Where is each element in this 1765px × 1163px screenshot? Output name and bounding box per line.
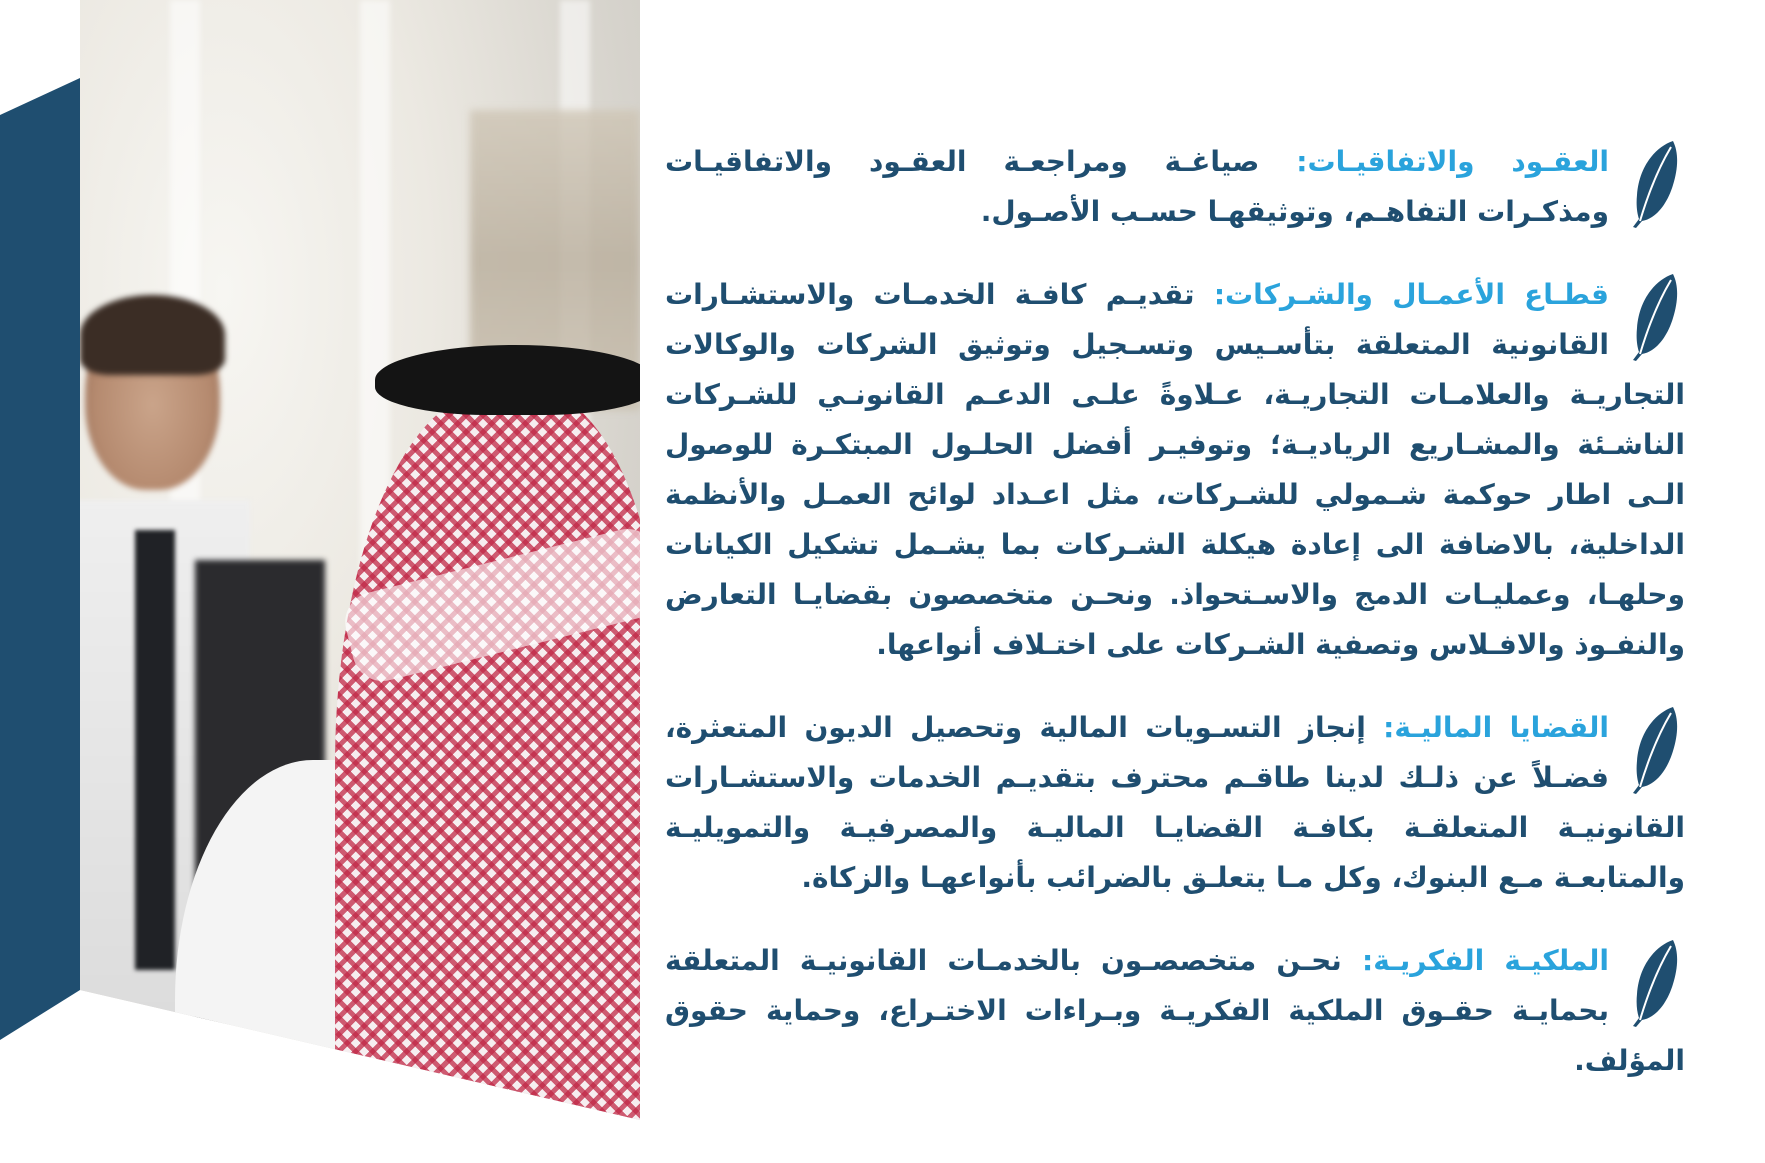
feather-icon-svg	[1625, 703, 1685, 795]
man-hair	[80, 295, 225, 375]
businessmen-meeting-photo	[0, 0, 640, 1163]
red-shemagh	[335, 390, 640, 1163]
service-term: قطـاع الأعمـال والشـركات:	[1213, 278, 1609, 311]
feather-icon	[1625, 270, 1685, 370]
service-item-ip	[665, 936, 1685, 1086]
service-term: الملكيـة الفكريـة:	[1362, 944, 1609, 977]
service-term: القضايا الماليـة:	[1383, 711, 1610, 744]
service-paragraph	[665, 270, 1685, 670]
service-item-financial	[665, 703, 1685, 903]
services-list	[665, 137, 1685, 1119]
service-text: تقديـم كافـة الخدمـات والاستشـارات القانونية المتعلقة بتأسـيس وتسـجيل وتوثيق الشركات والوكالات التجاريـة والعلامـات التجاريـة، عـلاوةً علـى الدعـم القانونـي للشـركات الناشـئة والمشـاريع الرياديـة؛ وتوفيـر أفضل الحلـول المبتكـرة للوصول الـى اطار حوكمة شـمولي للشـركات، مثل اعـداد لوائح العمـل والأنظمة الداخلية، بالاضافة الى إعادة هيكلة الشـركات بما يشـمل تشكيل الكيانات وحلهـا، وعمليـات الدمج والاسـتحواذ. ونحـن متخصصون بقضايـا التعارض والنفـوذ والافـلاس وتصفية الشـركات على اختـلاف أنواعها.	[665, 278, 1685, 661]
service-text: صياغـة ومراجعـة العقـود والاتفاقيـات ومذكـرات التفاهـم، وتوثيقهـا حسـب الأصـول.	[665, 145, 1609, 228]
feather-icon	[1625, 936, 1685, 1036]
feather-icon-svg	[1625, 270, 1685, 362]
service-paragraph	[665, 703, 1685, 903]
service-paragraph	[665, 936, 1685, 1086]
service-text: نحـن متخصصـون بالخدمـات القانونيـة المتعلقة بحمايـة حقـوق الملكية الفكريـة وبـراءات الاختـراع، وحماية حقوق المؤلف.	[665, 944, 1685, 1077]
feather-icon-svg	[1625, 137, 1685, 229]
service-item-business	[665, 270, 1685, 670]
feather-icon-svg	[1625, 936, 1685, 1028]
feather-icon	[1625, 703, 1685, 803]
blue-decorative-band	[0, 0, 80, 1163]
service-item-contracts	[665, 137, 1685, 237]
man-tie	[135, 530, 175, 970]
service-term: العقـود والاتفاقيـات:	[1296, 145, 1609, 178]
service-text: إنجاز التسـويات المالية وتحصيل الديون المتعثرة، فضـلاً عن ذلـك لدينا طاقـم محترف بتقديـم الخدمات والاستشـارات القانونيـة المتعلقـة بكافـة القضايـا الماليـة والمصرفيـة والتمويليـة والمتابعـة مـع البنوك، وكل مـا يتعلـق بالضرائب بأنواعهـا والزكاة.	[665, 711, 1685, 894]
service-paragraph	[665, 137, 1685, 237]
feather-icon	[1625, 137, 1685, 237]
black-agal	[375, 345, 640, 415]
